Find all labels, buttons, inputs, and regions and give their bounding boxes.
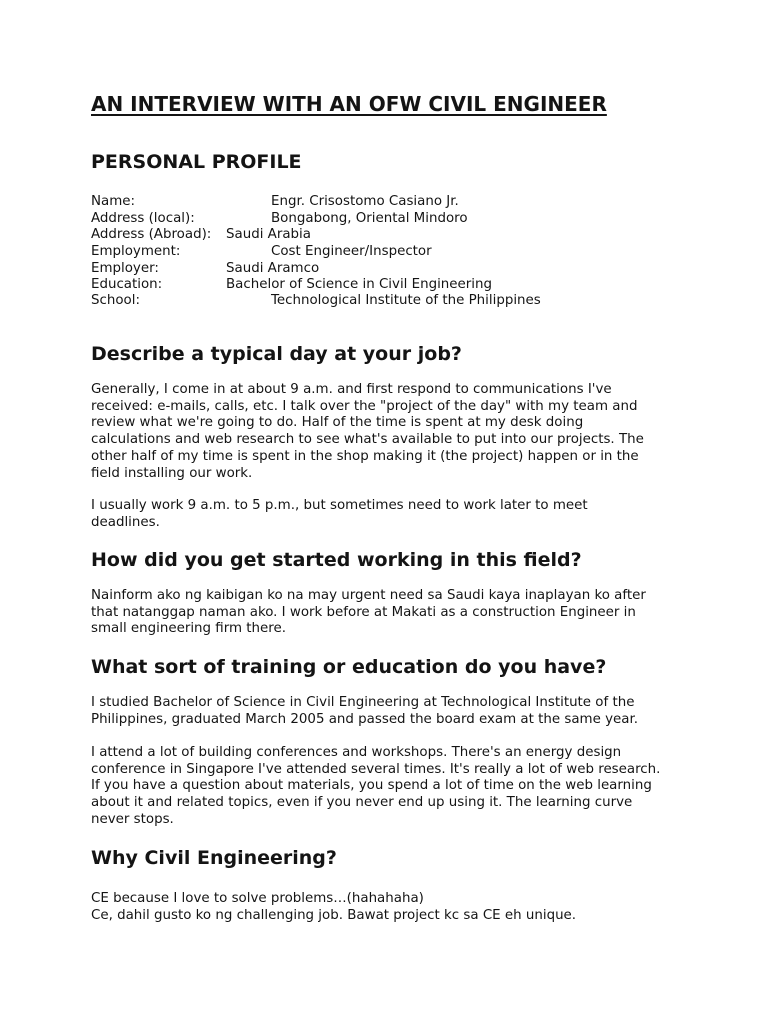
answer-line: calculations and web research to see what's available to put into our projects. The — [91, 432, 644, 448]
profile-label: School: — [91, 293, 140, 308]
answer-paragraph — [91, 498, 588, 531]
answer-line: never stops. — [91, 811, 174, 827]
answer-line: CE because I love to solve problems…(hahahaha) — [91, 891, 424, 906]
profile-label: Employer: — [91, 261, 159, 276]
question-heading: How did you get started working in this field? — [91, 549, 582, 571]
profile-value: Saudi Arabia — [226, 227, 311, 242]
answer-line: conference in Singapore I've attended several times. It's really a lot of web research. — [91, 761, 661, 777]
answer-paragraph — [91, 891, 576, 924]
profile-value: Technological Institute of the Philippines — [271, 293, 541, 308]
question-heading: Why Civil Engineering? — [91, 847, 337, 869]
question-heading: Describe a typical day at your job? — [91, 343, 462, 365]
profile-value: Cost Engineer/Inspector — [271, 244, 432, 259]
answer-paragraph — [91, 588, 646, 638]
answer-line: deadlines. — [91, 514, 160, 530]
answer-paragraph — [91, 695, 638, 728]
answer-line: received: e-mails, calls, etc. I talk over the "project of the day" with my team and — [91, 398, 638, 414]
profile-label: Education: — [91, 277, 163, 292]
profile-label: Address (Abroad): — [91, 227, 212, 242]
answer-line: Generally, I come in at about 9 a.m. and first respond to communications I've — [91, 382, 612, 397]
answer-line: I usually work 9 a.m. to 5 p.m., but sometimes need to work later to meet — [91, 498, 588, 513]
profile-label: Name: — [91, 194, 136, 209]
document-title: AN INTERVIEW WITH AN OFW CIVIL ENGINEER — [91, 92, 607, 116]
answer-line: small engineering firm there. — [91, 621, 286, 637]
answer-line: review what we're going to do. Half of the time is spent at my desk doing — [91, 415, 584, 431]
profile-value: Bongabong, Oriental Mindoro — [271, 211, 468, 226]
answer-line: other half of my time is spent in the shop making it (the project) happen or in the — [91, 448, 639, 464]
question-heading: What sort of training or education do you have? — [91, 656, 607, 678]
answer-paragraph — [91, 382, 644, 482]
answer-line: that natanggap naman ako. I work before at Makati as a construction Engineer in — [91, 604, 636, 620]
answer-line: I attend a lot of building conferences and workshops. There's an energy design — [91, 745, 622, 760]
answer-line: field installing our work. — [91, 465, 253, 481]
profile-label: Address (local): — [91, 211, 195, 226]
profile-value: Bachelor of Science in Civil Engineering — [226, 277, 492, 292]
answer-line: If you have a question about materials, you spend a lot of time on the web learning — [91, 778, 652, 794]
answer-line: Philippines, graduated March 2005 and passed the board exam at the same year. — [91, 711, 638, 727]
profile-value: Saudi Aramco — [226, 261, 320, 276]
answer-line: I studied Bachelor of Science in Civil Engineering at Technological Institute of the — [91, 695, 635, 710]
answer-paragraph — [91, 745, 660, 829]
profile-value: Engr. Crisostomo Casiano Jr. — [271, 194, 459, 209]
answer-line: about it and related topics, even if you never end up using it. The learning curve — [91, 795, 633, 811]
answer-line: Nainform ako ng kaibigan ko na may urgent need sa Saudi kaya inaplayan ko after — [91, 588, 646, 603]
profile-label: Employment: — [91, 244, 181, 259]
personal-profile-heading: PERSONAL PROFILE — [91, 151, 302, 173]
answer-line: Ce, dahil gusto ko ng challenging job. Bawat project kc sa CE eh unique. — [91, 907, 577, 923]
